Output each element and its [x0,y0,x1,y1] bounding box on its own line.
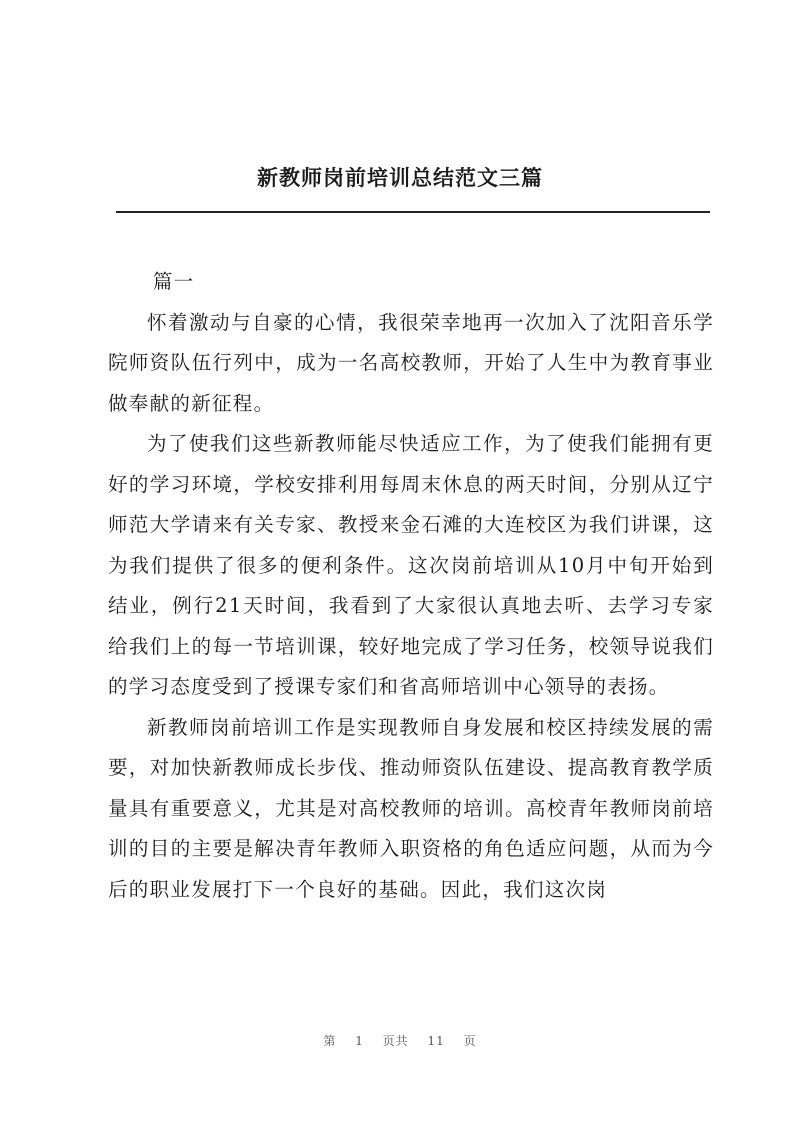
title-divider [116,211,710,213]
paragraph-1: 怀着激动与自豪的心情，我很荣幸地再一次加入了沈阳音乐学院师资队伍行列中，成为一名高校教师，开始了人生中为教育事业做奉献的新征程。 [108,310,714,415]
footer-page-number: 1 [355,1034,364,1048]
footer-page-mid: 页共 [382,1034,409,1048]
document-title: 新教师岗前培训总结范文三篇 [257,165,543,190]
document-body [108,262,714,910]
paragraph-3: 新教师岗前培训工作是实现教师自身发展和校区持续发展的需要，对加快新教师成长步伐、推动师资队伍建设、提高教育教学质量具有重要意义，尤其是对高校教师的培训。高校青年教师岗前培训的目的主要是解决青年教师入职资格的角色适应问题，从而为今后的职业发展打下一个良好的基础。因此，我们这次岗 [108,715,714,901]
page-footer [0,1032,800,1049]
paragraph-2: 为了使我们这些新教师能尽快适应工作，为了使我们能拥有更好的学习环境，学校安排利用每周末休息的两天时间，分别从辽宁师范大学请来有关专家、教授来金石滩的大连校区为我们讲课，这为我们提供了很多的便利条件。这次岗前培训从10月中旬开始到结业，例行21天时间，我看到了大家很认真地去听、去学习专家给我们上的每一节培训课，较好地完成了学习任务，校领导说我们的学习态度受到了授课专家们和省高师培训中心领导的表扬。 [108,432,714,698]
footer-page-prefix: 第 [323,1034,337,1048]
footer-page-total: 11 [427,1034,445,1048]
footer-page-suffix: 页 [463,1034,477,1048]
section-heading: 篇一 [152,270,195,293]
